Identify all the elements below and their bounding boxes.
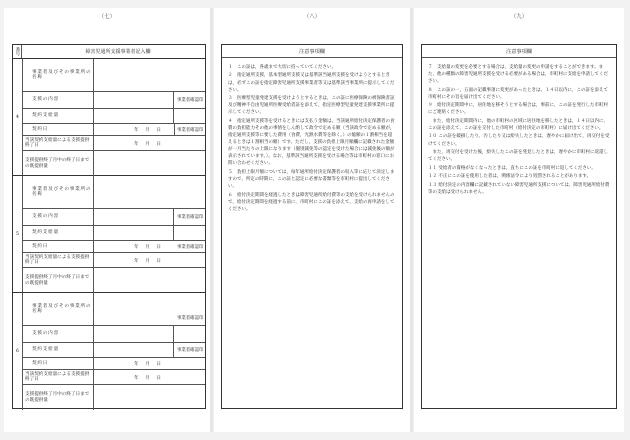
service-content-label: 支援の内容 — [32, 97, 59, 103]
service-content-row — [22, 209, 205, 226]
contract-amount-label: 契約支給量 — [32, 347, 59, 353]
table-title: 障害児通所支援事業者記入欄 — [85, 49, 151, 55]
note-item: ７ 支給量の変更を必要とする場合は，支給量の変更の申請をすることができます。また，他の種類の障害児通所支援を受ける必要がある場合は，市町村に支給を申請してください。 — [428, 65, 608, 85]
contract-amount-label: 契約支給量 — [32, 230, 59, 236]
contract-date-label: 契約日 — [32, 243, 49, 249]
provider-block — [13, 59, 205, 176]
provider-entry-table — [12, 44, 206, 409]
notes-list — [222, 58, 402, 213]
note-item: ２ 指定通所支援，基本型通所支援又は基準該当通所支援を受けようとするときは，必ずこの証を指定障害児通所支援事業者等又は基準該当事業所に提示してください。 — [228, 73, 395, 93]
contract-date-label: 契約日 — [32, 126, 49, 132]
notes-list — [422, 58, 616, 196]
confirm-stamp-label: 事業者確認印 — [177, 245, 204, 250]
note-item: １１ 受給者の資格がなくなったときは，直ちにこの証を市町村に返してください。 — [428, 165, 596, 171]
service-content-value[interactable] — [94, 92, 174, 108]
note-item: １０ この証を破損したり，汚したり又は紛失したときは，遅やかに届け出て，再交付を受けてください。 — [428, 134, 610, 147]
service-content-row — [22, 92, 205, 109]
provider-name-label: 事業者及びその事業所の名称 — [32, 186, 92, 197]
remaining-date-value: 年 月 日 — [134, 376, 162, 381]
contract-amount-value[interactable] — [94, 343, 174, 357]
block-number: 6 — [13, 293, 23, 410]
provider-block — [13, 293, 205, 410]
end-date-label-cell — [22, 151, 94, 176]
notes-heading: 注意事項欄 — [222, 45, 402, 58]
page-nine — [414, 8, 624, 432]
contract-date-label-cell — [22, 241, 94, 252]
contract-date-value: 年 月 日 — [134, 245, 162, 250]
notes-panel — [221, 44, 403, 409]
note-item: また，給付決定期間内に，他の市町村の区域に居住地を移したときは，１４日以内に，この証を添えて，この証を交付した市町村（給付決定の市町村）に届け出てください。 — [428, 118, 608, 131]
note-item: １３ 給付決定の内容欄に記載されていない障害児通所支援については，障害児通所給付費等の支給は受けられません。 — [428, 182, 610, 195]
provider-name-row — [22, 176, 205, 209]
note-item: また，再交付を受けた後，紛失したこの証を発見したときは，遅やかに市町村に返還してください。 — [428, 149, 608, 163]
notes-panel — [421, 44, 617, 409]
end-date-label-cell — [22, 268, 94, 293]
page-number: （七） — [98, 14, 116, 20]
remaining-date-value: 年 月 日 — [134, 259, 162, 264]
provider-name-label-cell — [22, 59, 94, 91]
page-eight — [214, 8, 410, 432]
contract-amount-value[interactable] — [94, 109, 174, 123]
note-item: ３ 医療型児童発達支援を受けようとするときは，この証に医療保険の被保険者証及び精神不自由児通所医療受給者証を添えて，指定医療型児童発達支援事業所に提示してください。 — [228, 96, 395, 116]
note-item: ８ この証の一，五面の記載事項に変更があったときは，１４日以内に，この証を添えて市町村にその旨を届け出てください。 — [428, 87, 608, 100]
page-divider — [210, 8, 213, 432]
divider — [174, 124, 175, 135]
table-header-row — [13, 45, 205, 59]
contract-date-row — [22, 124, 205, 136]
note-item: ９ 給付決定期間中に，居住地を移そうとする場合は，事前に，この証を発行した市町村にご連絡ください。 — [428, 103, 608, 116]
contract-amount-value[interactable] — [94, 226, 174, 240]
contract-date-row — [22, 358, 205, 370]
note-item: １ この証は，各歳まで大切に持っていてください。 — [228, 65, 336, 70]
service-content-value[interactable] — [94, 326, 174, 342]
table-title-cell — [22, 45, 214, 58]
remaining-amount-row — [22, 253, 205, 268]
remaining-date-value: 年 月 日 — [134, 142, 162, 147]
service-content-value[interactable] — [94, 209, 174, 225]
remaining-amount-label-cell — [22, 253, 94, 267]
contract-date-value: 年 月 日 — [134, 128, 162, 133]
end-date-row — [22, 151, 205, 176]
end-date-row — [22, 268, 205, 293]
note-item: １２ 不正にこの証を使用した者は，関係法令により処罰されることがあります。 — [428, 174, 592, 180]
provider-block — [13, 176, 205, 293]
contract-date-label-cell — [22, 124, 94, 135]
note-item: ５ 負担上限月額については，毎年通所給付決定保護者の収入等に応じて決定しますので，所定の時期に，この証と認定に必要な書類等を市町村に提出してください。 — [228, 169, 395, 190]
block-number: 4 — [13, 59, 23, 175]
contract-amount-label-cell — [22, 226, 94, 240]
provider-name-row — [22, 293, 205, 326]
confirm-stamp-label: 事業者確認印 — [177, 98, 204, 103]
number-header-cell — [13, 45, 22, 58]
note-item: ６ 給付決定期間を経過したときは障害児通所給付費等の支給を受けられませんので，給付決定期間を経過する前に，市町村にこの証を添えて，支給の再申請をしてください。 — [228, 192, 395, 212]
contract-amount-row — [22, 109, 205, 124]
remaining-amount-row — [22, 136, 205, 151]
note-item: ４ 指定通所支援等を受けるときには支払う金額は，当該通所給付決定保護者の食費の負担能力その他の事情をしん酌して政令で定める額（当該政令で定める額が，指定通所支援等に要した費用（食費，光熱水費等を除く。）の総額の１割相当を超えるときは１割相当の額）です。ただし，支援の負担上限月額欄に記載された金額が一月当たりの上限になります（個別減免等の認定を受けた場合には減免後の額が表示されています。）。なお，基準該当通所支援を受ける場合等は市町村の窓口にお問い合わせください。 — [228, 118, 395, 167]
service-content-label: 支援の内容 — [32, 331, 59, 337]
contract-date-label-cell — [22, 358, 94, 369]
end-date-label: 支援提供終了月中の終了日までの既提供量 — [25, 275, 90, 286]
provider-name-label: 事業者及びその事業所の名称 — [32, 69, 92, 80]
confirm-stamp-label: 事業者確認印 — [177, 316, 204, 321]
contract-amount-label-cell — [22, 343, 94, 357]
provider-name-label: 事業者及びその事業所の名称 — [32, 303, 92, 314]
page-seven — [4, 8, 210, 432]
provider-name-label-cell — [22, 293, 94, 325]
page-divider — [410, 8, 413, 432]
confirm-stamp-label: 事業者確認印 — [177, 128, 204, 133]
end-date-row — [22, 385, 205, 410]
contract-date-row — [22, 241, 205, 253]
page-number: （八） — [303, 14, 321, 20]
provider-name-row — [22, 59, 205, 92]
number-header: 番号 — [15, 47, 20, 56]
contract-amount-row — [22, 226, 205, 241]
notes-heading: 注意事項欄 — [422, 45, 616, 58]
confirm-stamp-label: 事業者確認印 — [177, 348, 204, 353]
confirm-stamp-label: 事業者確認印 — [177, 215, 204, 220]
service-content-label-cell — [22, 92, 94, 108]
service-content-label-cell — [22, 326, 94, 342]
contract-amount-label-cell — [22, 109, 94, 123]
contract-date-value: 年 月 日 — [134, 362, 162, 367]
provider-name-label-cell — [22, 176, 94, 208]
remaining-amount-label: 当該契約支給量による支援提供終了日 — [25, 254, 90, 265]
end-date-label: 支援提供終了月中の終了日までの既提供量 — [25, 158, 90, 169]
contract-amount-label: 契約支給量 — [32, 113, 59, 119]
remaining-amount-label: 当該契約支給量による支援提供終了日 — [25, 371, 90, 382]
remaining-amount-label-cell — [22, 136, 94, 150]
end-date-label: 支援提供終了月中の終了日までの既提供量 — [25, 392, 90, 403]
page-number: （九） — [510, 14, 528, 20]
service-content-label: 支援の内容 — [32, 214, 59, 220]
service-content-label-cell — [22, 209, 94, 225]
remaining-amount-label-cell — [22, 370, 94, 384]
service-content-row — [22, 326, 205, 343]
contract-date-label: 契約日 — [32, 360, 49, 366]
block-number: 5 — [13, 176, 23, 292]
end-date-label-cell — [22, 385, 94, 410]
remaining-amount-label: 当該契約支給量による支援提供終了日 — [25, 137, 90, 148]
contract-amount-row — [22, 343, 205, 358]
remaining-amount-row — [22, 370, 205, 385]
